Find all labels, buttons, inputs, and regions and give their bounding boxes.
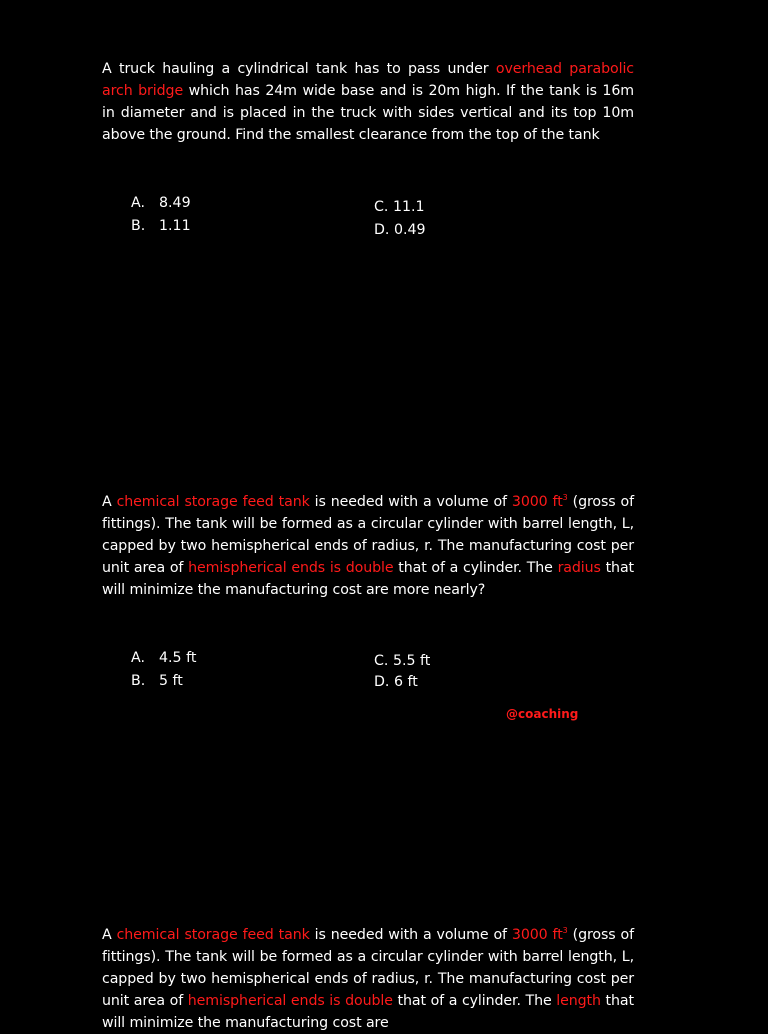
option-a-label: A. <box>131 195 145 211</box>
option-c-value: 5.5 ft <box>392 653 431 669</box>
question-text-segment: A truck hauling a cylindrical tank has to pass under <box>102 61 496 77</box>
option-d[interactable] <box>374 219 426 241</box>
question-text-segment: that will minimize the manufacturing cost are <box>102 993 634 1031</box>
question-3-text <box>102 924 634 1034</box>
option-c-label: C. <box>374 653 389 669</box>
question-text-segment: is needed with a volume of <box>309 494 512 510</box>
option-d-value: 0.49 <box>393 222 426 238</box>
option-c-value: 11.1 <box>392 199 425 215</box>
option-a[interactable] <box>131 192 191 214</box>
highlighted-phrase: 3000 ft <box>511 494 563 510</box>
question-1-text <box>102 58 634 146</box>
option-d-label: D. <box>374 674 390 690</box>
option-b[interactable] <box>131 215 191 237</box>
option-c[interactable] <box>374 650 430 672</box>
option-d-label: D. <box>374 222 390 238</box>
question-text-segment: that of a cylinder. The <box>392 993 557 1009</box>
option-c-label: C. <box>374 199 389 215</box>
highlighted-phrase: 3000 ft <box>511 927 563 943</box>
option-c[interactable] <box>374 196 425 218</box>
highlighted-phrase: overhead parabolic arch bridge <box>102 61 634 99</box>
highlighted-phrase: radius <box>557 560 601 576</box>
option-b-label: B. <box>131 673 146 689</box>
option-b[interactable] <box>131 670 183 692</box>
highlighted-phrase: hemispherical ends is double <box>187 993 393 1009</box>
option-a-value: 4.5 ft <box>159 650 197 666</box>
highlighted-phrase: chemical storage feed tank <box>116 927 310 943</box>
highlighted-phrase: chemical storage feed tank <box>116 494 310 510</box>
superscript: 3 <box>562 926 568 935</box>
option-b-value: 1.11 <box>159 218 191 234</box>
question-text-segment: (gross of fittings). The tank will be formed as a circular cylinder with barrel length, L, capped by two hemispherical ends of radius, r. The manufacturing cost per unit area of <box>102 494 634 576</box>
highlighted-phrase: length <box>556 993 601 1009</box>
option-b-label: B. <box>131 218 146 234</box>
option-a[interactable] <box>131 647 196 669</box>
option-d[interactable] <box>374 671 418 693</box>
question-text-segment: is needed with a volume of <box>309 927 512 943</box>
question-text-segment: A <box>102 927 117 943</box>
question-text-segment: that of a cylinder. The <box>393 560 558 576</box>
question-text-segment: (gross of fittings). The tank will be formed as a circular cylinder with barrel length, L, capped by two hemispherical ends of radius, r. The manufacturing cost per unit area of <box>102 927 634 1009</box>
question-text-segment: that will minimize the manufacturing cost are more nearly? <box>102 560 634 598</box>
superscript: 3 <box>562 493 568 502</box>
question-2-text <box>102 491 634 601</box>
option-d-value: 6 ft <box>393 674 418 690</box>
question-text-segment: which has 24m wide base and is 20m high. If the tank is 16m in diameter and is placed in the truck with sides vertical and its top 10m above the ground. Find the smallest clearance from the top of the tank <box>102 83 634 143</box>
watermark-text: @coaching <box>506 707 579 721</box>
question-text-segment: A <box>102 494 117 510</box>
highlighted-phrase: hemispherical ends is double <box>188 560 394 576</box>
option-a-label: A. <box>131 650 145 666</box>
option-a-value: 8.49 <box>159 195 191 211</box>
option-b-value: 5 ft <box>159 673 183 689</box>
